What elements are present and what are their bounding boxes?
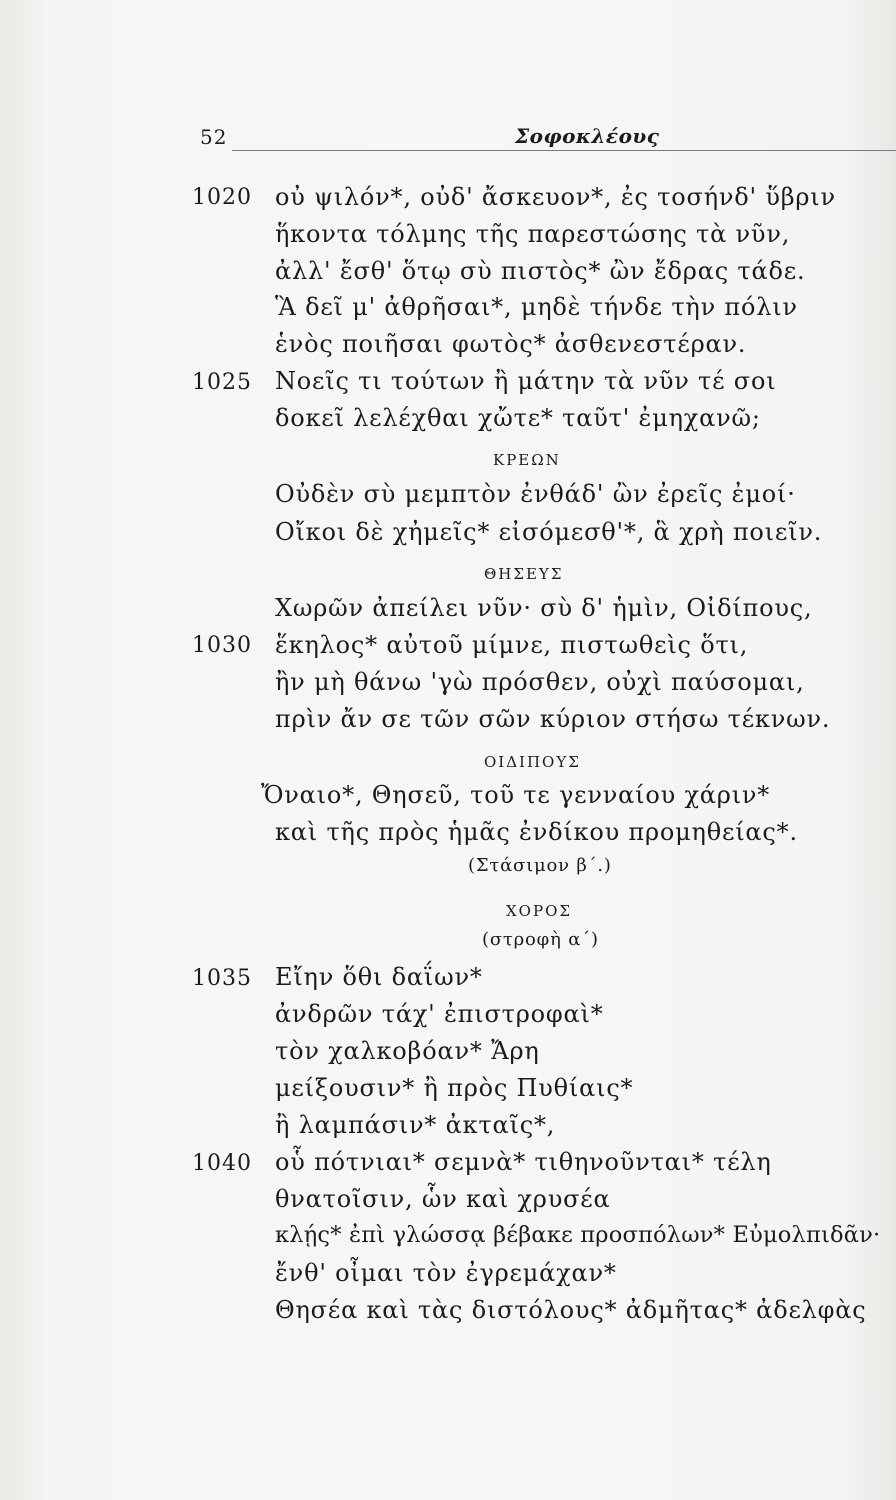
verse-line: οὐ ψιλόν*, οὐδ' ἄσκευον*, ἐς τοσήνδ' ὕβριν [275,183,836,211]
verse-line: ἔνθ' οἶμαι τὸν ἐγρεμάχαν* [275,1259,617,1287]
verse-line: Ἃ δεῖ μ' ἀθρῆσαι*, μηδὲ τήνδε τὴν πόλιν [275,293,798,321]
speaker-oedipus: ΟΙΔΙΠΟΥΣ [484,753,581,771]
verse-line: Οἴκοι δὲ χἠμεῖς* εἰσόμεσθ'*, ἃ χρὴ ποιεῖν. [275,518,823,546]
header-rule [232,150,896,151]
verse-line: Νοεῖς τι τούτων ἢ μάτην τὰ νῦν τέ σοι [275,367,777,395]
line-number: 1035 [192,966,252,991]
line-number: 1025 [192,370,252,395]
speaker-chorus: ΧΟΡΟΣ [506,902,572,920]
line-number: 1040 [192,1151,252,1176]
speaker-theseus: ΘΗΣΕΥΣ [484,565,564,583]
verse-line: οὗ πότνιαι* σεμνὰ* τιθηνοῦνται* τέλη [275,1148,772,1176]
verse-line: καὶ τῆς πρὸς ἡμᾶς ἐνδίκου προμηθείας*. [275,818,798,846]
verse-line: ἑνὸς ποιῆσαι φωτὸς* ἀσθενεστέραν. [275,330,747,358]
verse-line: Εἴην ὅθι δαΐων* [275,963,483,991]
verse-line: Ὄναιο*, Θησεῦ, τοῦ τε γενναίου χάριν* [261,781,771,809]
speaker-creon: ΚΡΕΩΝ [493,451,561,469]
verse-line: Χωρῶν ἀπείλει νῦν· σὺ δ' ἡμὶν, Οἰδίπους, [275,594,813,622]
verse-line: ἀλλ' ἔσθ' ὅτῳ σὺ πιστὸς* ὢν ἔδρας τάδε. [275,257,806,285]
verse-line: τὸν χαλκοβόαν* Ἄρη [275,1037,540,1065]
verse-line: ἢν μὴ θάνω 'γὼ πρόσθεν, οὐχὶ παύσομαι, [275,668,805,696]
verse-line: κλῄς* ἐπὶ γλώσσᾳ βέβακε προσπόλων* Εὐμολπιδᾶν· [275,1222,881,1248]
verse-line: ἕκηλος* αὐτοῦ μίμνε, πιστωθεὶς ὅτι, [275,631,749,659]
stage-direction-stasimon: (Στάσιμον β΄.) [468,855,612,876]
verse-line: μείξουσιν* ἢ πρὸς Πυθίαις* [275,1074,634,1102]
verse-line: Οὐδὲν σὺ μεμπτὸν ἐνθάδ' ὢν ἐρεῖς ἐμοί· [275,480,796,508]
stage-direction-strophe: (στροφὴ α΄) [482,929,599,950]
verse-line: ἥκοντα τόλμης τῆς παρεστώσης τὰ νῦν, [275,220,791,248]
verse-line: Θησέα καὶ τὰς διστόλους* ἀδμῆτας* ἀδελφὰς [275,1296,867,1324]
line-number: 1020 [192,185,252,210]
verse-line: ἀνδρῶν τάχ' ἐπιστροφαὶ* [275,1000,604,1028]
verse-line: πρὶν ἄν σε τῶν σῶν κύριον στήσω τέκνων. [275,705,831,733]
verse-line: δοκεῖ λελέχθαι χὤτε* ταῦτ' ἐμηχανῶ; [275,404,761,432]
verse-line: ἢ λαμπάσιν* ἀκταῖς*, [275,1111,556,1139]
verse-line: θνατοῖσιν, ὧν καὶ χρυσέα [275,1185,611,1213]
line-number: 1030 [192,633,252,658]
running-head: Σοφοκλέους [515,124,660,148]
page-number: 52 [200,125,228,149]
